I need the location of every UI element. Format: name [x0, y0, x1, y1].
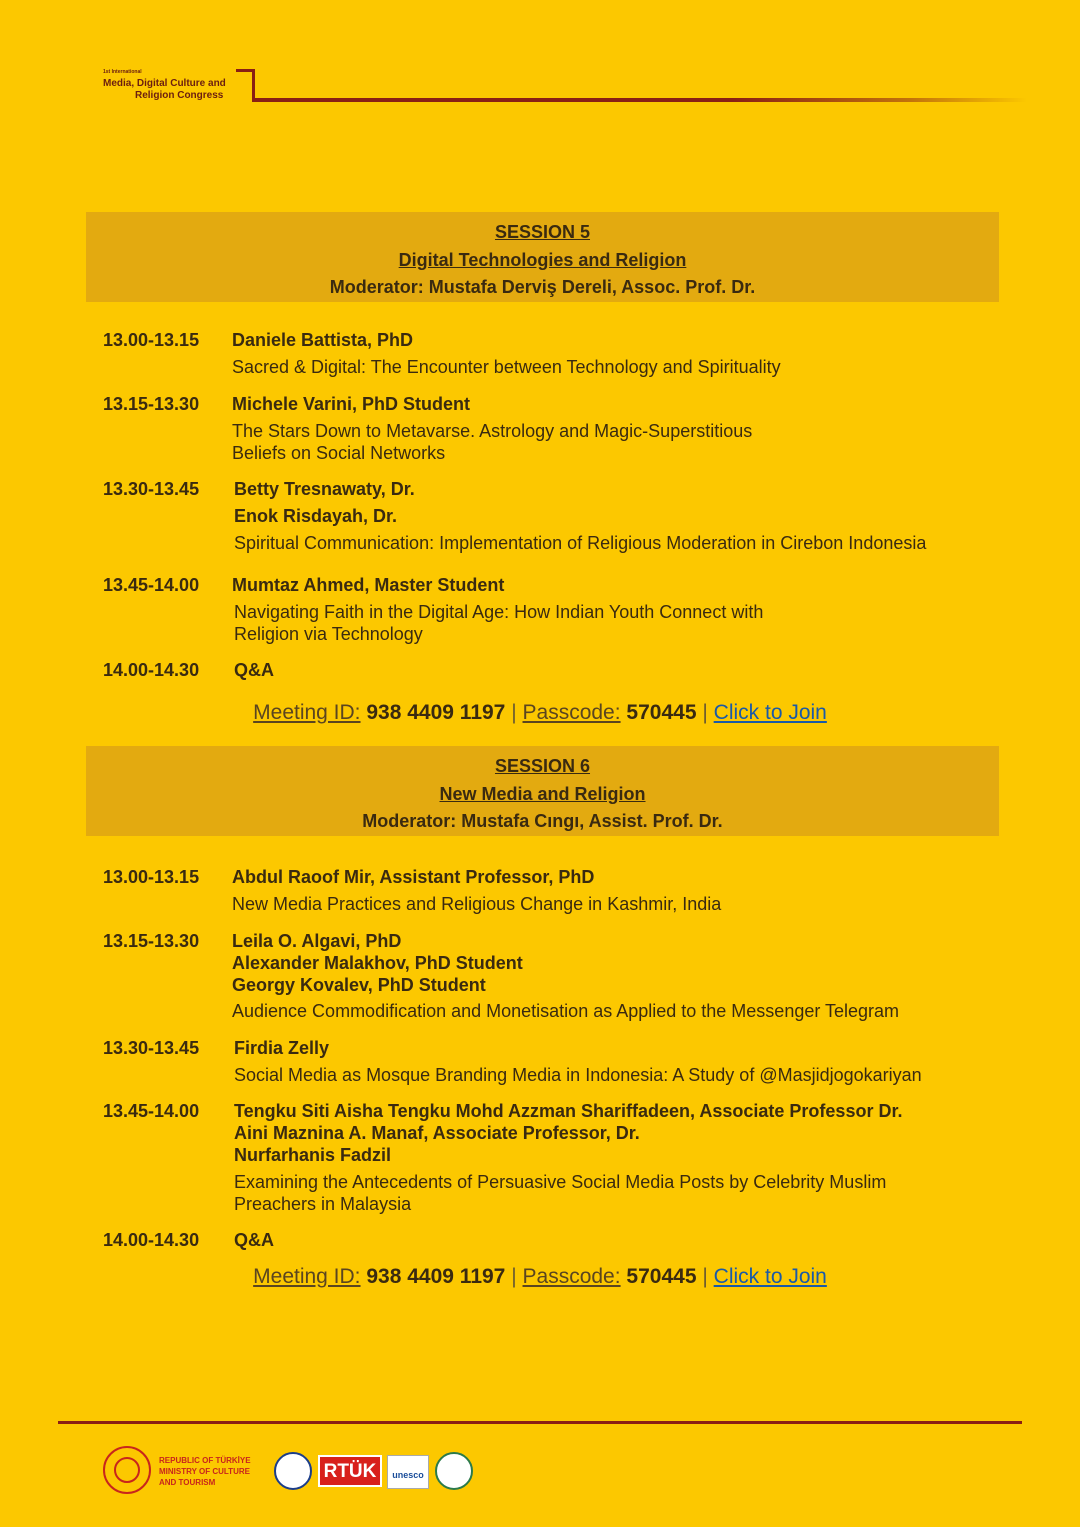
talk-speaker: Firdia Zelly — [234, 1038, 330, 1058]
ministry-line: MINISTRY OF CULTURE — [159, 1467, 250, 1476]
meeting-info — [0, 1265, 1080, 1289]
meeting-id-label: Meeting ID: — [253, 1265, 361, 1288]
session-5-header — [86, 212, 999, 302]
talk-time: 13.00-13.15 — [103, 867, 200, 887]
ministry-name — [159, 1455, 251, 1488]
separator: | — [511, 701, 517, 724]
talk-time: 13.45-14.00 — [103, 1101, 200, 1121]
talk-speaker: Mumtaz Ahmed, Master Student — [232, 575, 505, 595]
organization-seal-icon — [435, 1452, 473, 1490]
talk-time: 13.30-13.45 — [103, 1038, 200, 1058]
ministry-line: AND TOURISM — [159, 1478, 216, 1487]
talk-speaker: Tengku Siti Aisha Tengku Mohd Azzman Shariffadeen, Associate Professor Dr. — [234, 1101, 903, 1121]
talk-speaker: Daniele Battista, PhD — [232, 330, 414, 350]
join-link[interactable]: Click to Join — [713, 701, 827, 724]
header-rule — [252, 98, 1027, 102]
talk-speaker: Betty Tresnawaty, Dr. — [234, 479, 415, 499]
ministry-emblem-icon — [103, 1446, 151, 1494]
session-label: SESSION 5 — [494, 222, 591, 242]
congress-title-line2: Religion Congress — [135, 90, 224, 101]
talk-time: 13.45-14.00 — [103, 575, 200, 595]
meeting-id-label: Meeting ID: — [253, 701, 361, 724]
talk-title: Sacred & Digital: The Encounter between Technology and Spirituality — [232, 357, 781, 377]
talk-title: The Stars Down to Metavarse. Astrology and Magic-Superstitious — [232, 421, 753, 441]
meeting-id-value: 938 4409 1197 — [366, 701, 506, 724]
talk-title: Navigating Faith in the Digital Age: How Indian Youth Connect with — [234, 602, 764, 622]
talk-title: Preachers in Malaysia — [234, 1194, 412, 1214]
separator: | — [511, 1265, 517, 1288]
session-moderator: Moderator: Mustafa Cıngı, Assist. Prof. Dr. — [362, 811, 723, 831]
talk-time: 13.15-13.30 — [103, 394, 200, 414]
talk-title: Social Media as Mosque Branding Media in Indonesia: A Study of @Masjidjogokariyan — [234, 1065, 922, 1085]
separator: | — [702, 1265, 708, 1288]
congress-edition: 1st International — [103, 69, 142, 75]
talk-time: 13.15-13.30 — [103, 931, 200, 951]
meeting-info — [0, 701, 1080, 725]
talk-time: 13.00-13.15 — [103, 330, 200, 350]
talk-speaker: Aini Maznina A. Manaf, Associate Professor, Dr. — [234, 1123, 640, 1143]
ministry-line: REPUBLIC OF TÜRKİYE — [159, 1456, 251, 1465]
talk-speaker: Georgy Kovalev, PhD Student — [232, 975, 486, 995]
talk-speaker: Abdul Raoof Mir, Assistant Professor, PhD — [232, 867, 595, 887]
session-title: New Media and Religion — [439, 784, 646, 804]
talk-time: 14.00-14.30 — [103, 660, 200, 680]
passcode-label: Passcode: — [522, 701, 621, 724]
footer-rule — [58, 1421, 1022, 1424]
meeting-id-value: 938 4409 1197 — [366, 1265, 506, 1288]
qa-label: Q&A — [234, 660, 274, 680]
passcode-value: 570445 — [626, 1265, 697, 1288]
join-link[interactable]: Click to Join — [713, 1265, 827, 1288]
congress-title-line1: Media, Digital Culture and — [103, 78, 226, 89]
talk-speaker: Alexander Malakhov, PhD Student — [232, 953, 523, 973]
session-title: Digital Technologies and Religion — [398, 250, 687, 270]
talk-title: Examining the Antecedents of Persuasive Social Media Posts by Celebrity Muslim — [234, 1172, 887, 1192]
passcode-value: 570445 — [626, 701, 697, 724]
talk-title: Audience Commodification and Monetisation as Applied to the Messenger Telegram — [232, 1001, 900, 1021]
talk-time: 13.30-13.45 — [103, 479, 200, 499]
talk-time: 14.00-14.30 — [103, 1230, 200, 1250]
passcode-label: Passcode: — [522, 1265, 621, 1288]
session-moderator: Moderator: Mustafa Derviş Dereli, Assoc. Prof. Dr. — [329, 277, 756, 297]
unesco-label: unesco — [392, 1470, 424, 1480]
session-label: SESSION 6 — [494, 756, 591, 776]
talk-speaker: Leila O. Algavi, PhD — [232, 931, 402, 951]
talk-speaker: Nurfarhanis Fadzil — [234, 1145, 392, 1165]
university-seal-icon — [274, 1452, 312, 1490]
talk-speaker: Michele Varini, PhD Student — [232, 394, 471, 414]
talk-title: Beliefs on Social Networks — [232, 443, 446, 463]
rtuk-logo: RTÜK — [318, 1455, 382, 1487]
talk-title: Spiritual Communication: Implementation of Religious Moderation in Cirebon Indonesia — [234, 533, 927, 553]
separator: | — [702, 701, 708, 724]
talk-title: New Media Practices and Religious Change in Kashmir, India — [232, 894, 722, 914]
talk-speaker: Enok Risdayah, Dr. — [234, 506, 398, 526]
unesco-logo — [387, 1455, 429, 1489]
qa-label: Q&A — [234, 1230, 274, 1250]
talk-title: Religion via Technology — [234, 624, 423, 644]
session-6-header — [86, 746, 999, 836]
